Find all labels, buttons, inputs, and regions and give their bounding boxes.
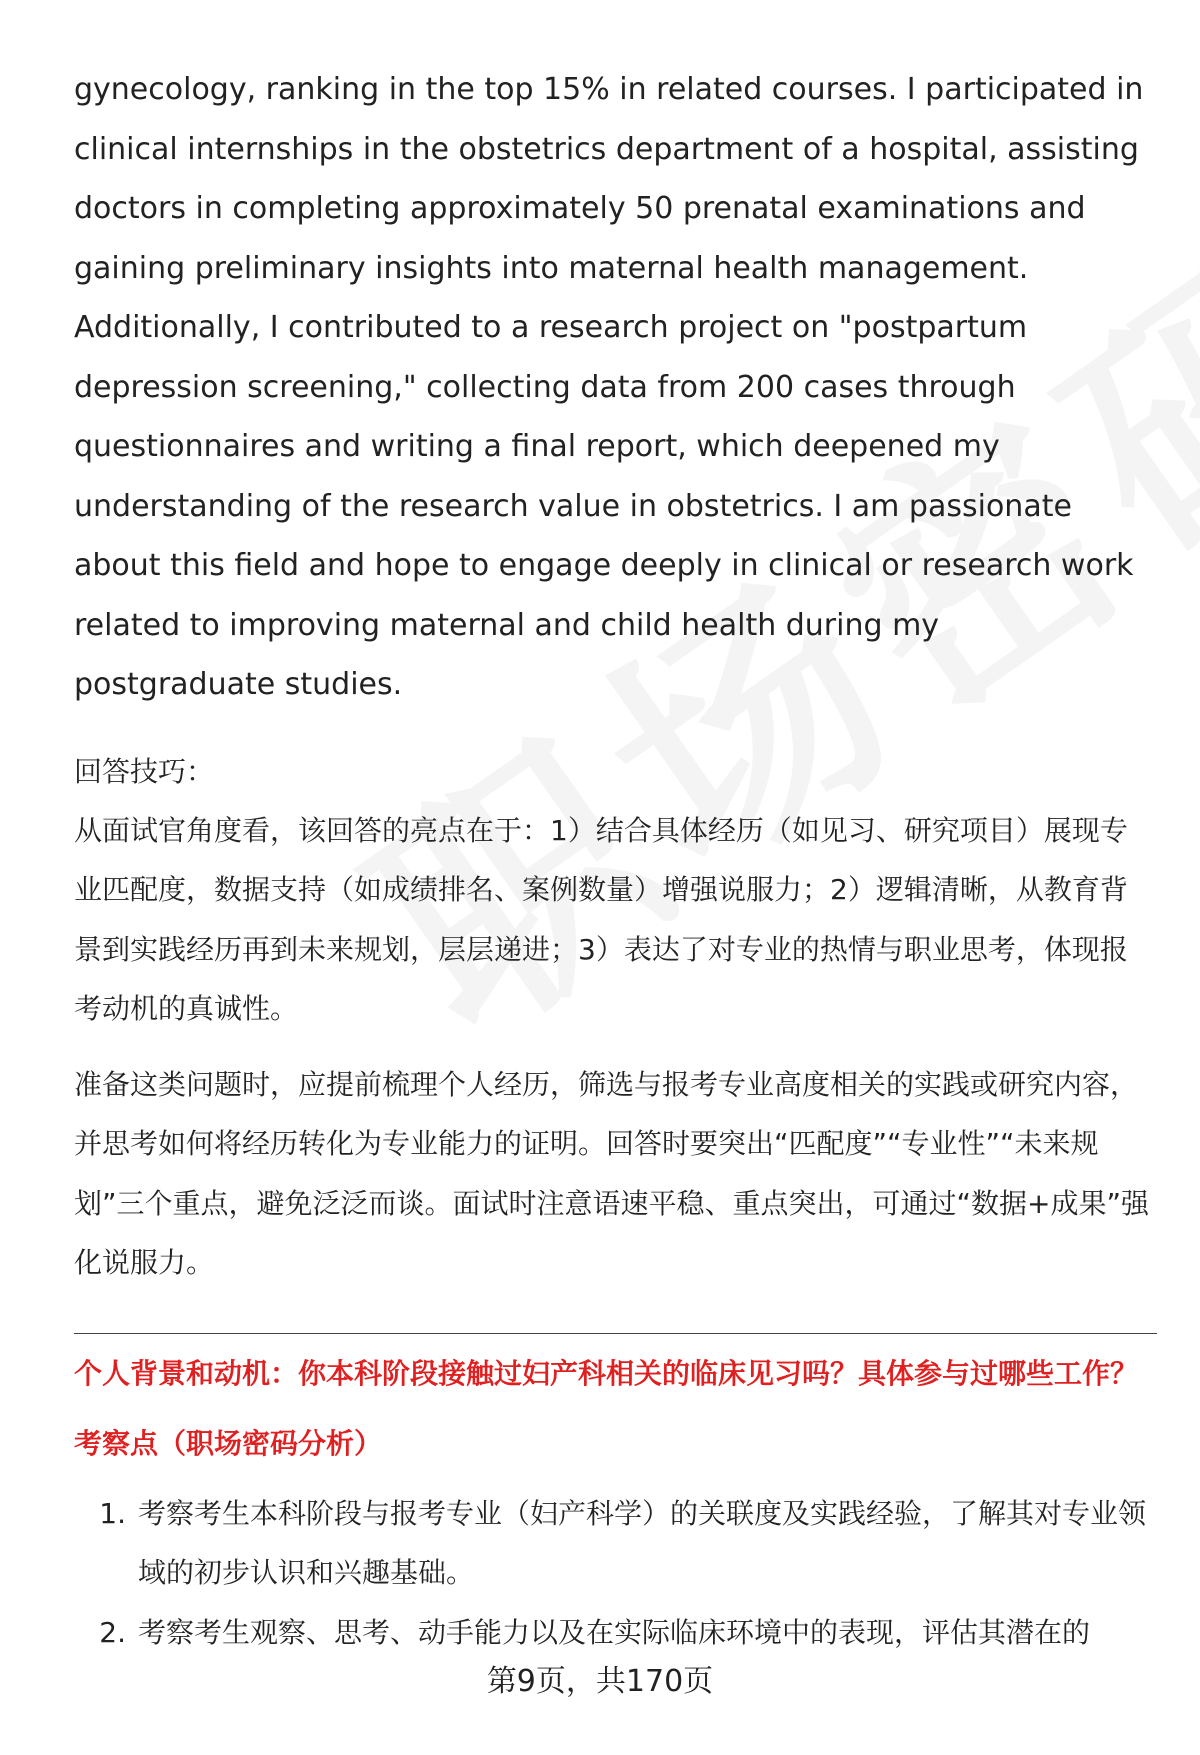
list-item-text: 考察考生观察、思考、动手能力以及在实际临床环境中的表现，评估其潜在的 [138,1615,1091,1649]
list-item-number: 1. [99,1496,126,1530]
assessment-points-heading: 考察点（职场密码分析） [74,1426,383,1460]
list-item [74,1484,1149,1603]
page-content [74,60,1149,1662]
assessment-points-list [74,1484,1149,1663]
tips-title: 回答技巧： [74,754,215,788]
english-answer-paragraph: gynecology, ranking in the top 15% in related courses. I participated in clinical internships in the obstetrics department of a hospital, assisting doctors in completing approximately 50 prenatal examinations and gaining preliminary insights into maternal health management. Additionally, I contributed to a research project on "postpartum depression screening," collecting data from 200 cases through questionnaires and writing a final report, which deepened my understanding of the research value in obstetrics. I am passionate about this field and hope to engage deeply in clinical or research work related to improving maternal and child health during my postgraduate studies. [74,72,1144,702]
list-item [74,1603,1149,1663]
section-divider [74,1333,1157,1334]
list-item-text: 考察考生本科阶段与报考专业（妇产科学）的关联度及实践经验，了解其对专业领域的初步认识和兴趣基础。 [138,1496,1147,1589]
list-item-number: 2. [99,1615,126,1649]
tips-paragraph-1: 从面试官角度看，该回答的亮点在于：1）结合具体经历（如见习、研究项目）展现专业匹配度，数据支持（如成绩排名、案例数量）增强说服力；2）逻辑清晰，从教育背景到实践经历再到未来规划，层层递进；3）表达了对专业的热情与职业思考，体现报考动机的真诚性。 [74,813,1128,1025]
question-heading: 个人背景和动机：你本科阶段接触过妇产科相关的临床见习吗？具体参与过哪些工作？ [74,1356,1139,1390]
page-number-footer: 第9页，共170页 [486,1664,714,1699]
tips-paragraph-2: 准备这类问题时，应提前梳理个人经历，筛选与报考专业高度相关的实践或研究内容，并思考如何将经历转化为专业能力的证明。回答时要突出“匹配度”“专业性”“未来规划”三个重点，避免泛泛而谈。面试时注意语速平稳、重点突出，可通过“数据+成果”强化说服力。 [74,1067,1149,1279]
